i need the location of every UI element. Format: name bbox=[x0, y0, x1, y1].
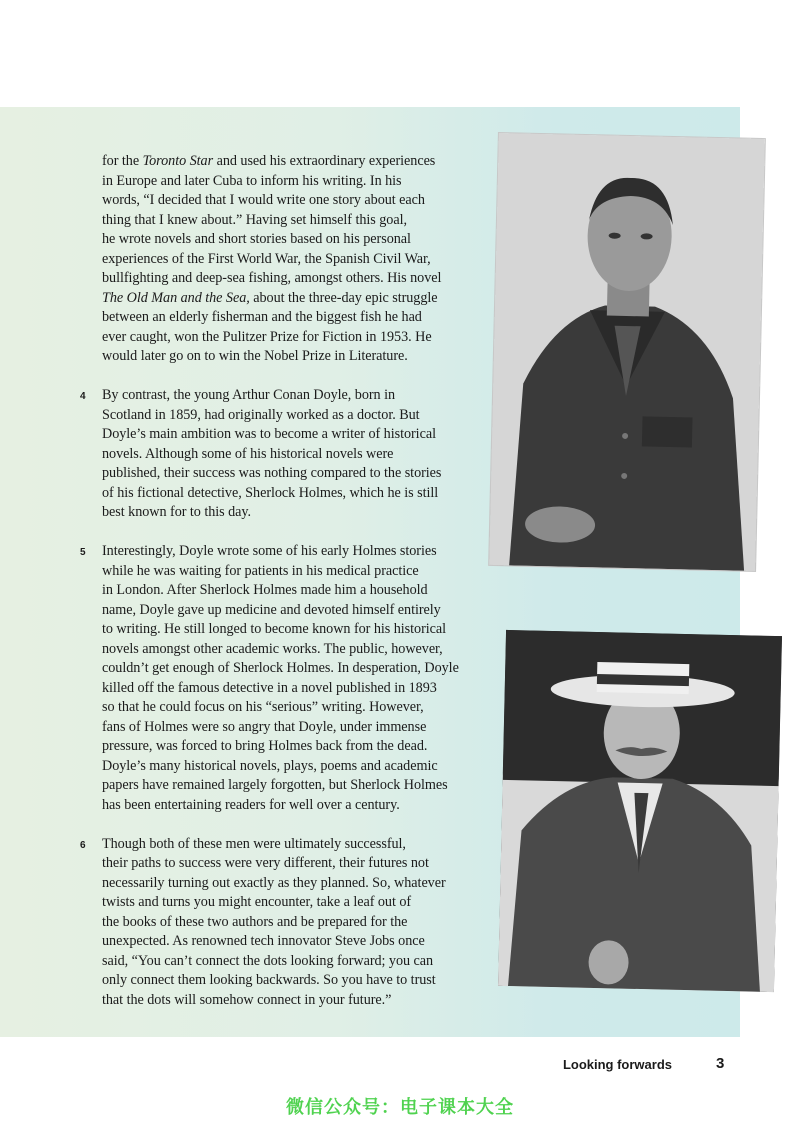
paragraph bbox=[80, 835, 480, 1011]
text-run: killed off the famous detective in a novel published in 1893 bbox=[102, 679, 437, 696]
text-run: only connect them looking backwards. So you have to trust bbox=[102, 972, 436, 988]
text-run: in London. After Sherlock Holmes made him a household bbox=[102, 582, 428, 598]
text-run: couldn’t get enough of Sherlock Holmes. In desperation, Doyle bbox=[102, 660, 459, 676]
paragraph bbox=[80, 386, 480, 523]
text-run: and used his extraordinary experiences bbox=[213, 153, 436, 169]
text-run: By contrast, the young Arthur Conan Doyle, born in bbox=[102, 387, 396, 403]
text-run: would later go on to win the Nobel Prize in Literature. bbox=[102, 348, 408, 364]
paragraph bbox=[80, 542, 480, 815]
text-line bbox=[102, 620, 480, 640]
text-run: papers have remained largely forgotten, but Sherlock Holmes bbox=[102, 777, 448, 793]
text-line bbox=[102, 230, 480, 250]
text-line bbox=[102, 659, 480, 679]
text-line bbox=[102, 952, 480, 972]
italic-title: Toronto Star bbox=[142, 153, 214, 169]
text-run: while he was waiting for patients in his medical practice bbox=[102, 562, 419, 579]
text-run: best known for to this day. bbox=[102, 504, 252, 520]
portrait-photo-soldier bbox=[489, 133, 765, 571]
text-run: experiences of the First World War, the Spanish Civil War, bbox=[102, 250, 431, 267]
text-line bbox=[102, 191, 480, 211]
text-run: ever caught, won the Pulitzer Prize for Fiction in 1953. He bbox=[102, 328, 432, 345]
text-line bbox=[102, 152, 480, 172]
doyle-portrait-image bbox=[498, 630, 782, 992]
text-line bbox=[102, 893, 480, 913]
text-run: their paths to success were very different, their futures not bbox=[102, 855, 429, 871]
text-line bbox=[102, 484, 480, 504]
article-body bbox=[80, 152, 480, 1030]
text-run: to writing. He still longed to become known for his historical bbox=[102, 621, 447, 637]
text-run: published, their success was nothing compared to the stories bbox=[102, 465, 442, 481]
paragraph-number: 6 bbox=[80, 839, 86, 851]
text-run: Doyle’s main ambition was to become a writer of historical bbox=[102, 426, 436, 442]
text-line bbox=[102, 796, 480, 816]
footer-section-title: Looking forwards bbox=[562, 1057, 672, 1072]
text-line bbox=[102, 874, 480, 894]
text-line bbox=[102, 718, 480, 738]
text-line bbox=[102, 503, 480, 523]
watermark-text: 微信公众号：电子课本大全 bbox=[286, 1097, 514, 1118]
text-line bbox=[102, 913, 480, 933]
text-run: novels. Although some of his historical novels were bbox=[102, 445, 394, 462]
text-line bbox=[102, 971, 480, 991]
paragraph-number: 4 bbox=[80, 391, 86, 402]
text-line bbox=[102, 932, 480, 952]
text-line bbox=[102, 172, 480, 192]
text-line bbox=[102, 328, 480, 348]
text-run: about the three-day epic struggle bbox=[249, 289, 438, 306]
text-line bbox=[102, 347, 480, 367]
soldier-portrait-image bbox=[489, 133, 765, 571]
text-line bbox=[102, 679, 480, 699]
text-line bbox=[102, 406, 480, 426]
text-line bbox=[102, 698, 480, 718]
text-run: in Europe and later Cuba to inform his writing. In his bbox=[102, 172, 402, 189]
text-line bbox=[102, 250, 480, 270]
text-run: words, “I decided that I would write one story about each bbox=[102, 192, 425, 208]
text-line bbox=[102, 601, 480, 621]
text-run: unexpected. As renowned tech innovator Steve Jobs once bbox=[102, 933, 425, 949]
text-run: Doyle’s many historical novels, plays, poems and academic bbox=[102, 757, 438, 774]
page-number: 3 bbox=[716, 1055, 725, 1072]
text-line bbox=[102, 757, 480, 777]
text-run: he wrote novels and short stories based on his personal bbox=[102, 231, 411, 247]
text-line bbox=[102, 991, 480, 1011]
text-line bbox=[102, 425, 480, 445]
text-run: name, Doyle gave up medicine and devoted himself entirely bbox=[102, 601, 441, 618]
text-run: novels amongst other academic works. The public, however, bbox=[102, 640, 443, 657]
text-run: Interestingly, Doyle wrote some of his early Holmes stories bbox=[102, 543, 437, 559]
text-run: necessarily turning out exactly as they planned. So, whatever bbox=[102, 874, 446, 891]
text-run: for the bbox=[102, 153, 143, 169]
paragraph-number: 5 bbox=[80, 547, 86, 558]
text-line bbox=[102, 289, 480, 309]
text-line bbox=[102, 464, 480, 484]
text-run: has been entertaining readers for well over a century. bbox=[102, 796, 400, 813]
text-run: said, “You can’t connect the dots looking forward; you can bbox=[102, 952, 434, 969]
text-run: twists and turns you might encounter, take a leaf out of bbox=[102, 894, 412, 910]
text-line bbox=[102, 445, 480, 465]
text-run: the books of these two authors and be prepared for the bbox=[102, 913, 408, 930]
text-run: thing that I knew about.” Having set himself this goal, bbox=[102, 211, 407, 228]
text-line bbox=[102, 562, 480, 582]
portrait-photo-doyle bbox=[498, 630, 782, 992]
text-run: bullfighting and deep-sea fishing, amongst others. His novel bbox=[102, 270, 442, 286]
text-line bbox=[102, 211, 480, 231]
text-line bbox=[102, 835, 480, 855]
text-run: Though both of these men were ultimately successful, bbox=[102, 835, 406, 852]
text-run: between an elderly fisherman and the biggest fish he had bbox=[102, 309, 422, 325]
text-line bbox=[102, 640, 480, 660]
text-line bbox=[102, 386, 480, 406]
text-run: fans of Holmes were so angry that Doyle, under immense bbox=[102, 718, 427, 735]
text-run: that the dots will somehow connect in your future.” bbox=[102, 991, 392, 1008]
text-line bbox=[102, 542, 480, 562]
text-line bbox=[102, 776, 480, 796]
text-run: Scotland in 1859, had originally worked as a doctor. But bbox=[102, 406, 420, 423]
italic-title: The Old Man and the Sea, bbox=[102, 289, 250, 306]
text-run: pressure, was forced to bring Holmes back from the dead. bbox=[102, 738, 428, 754]
paragraph bbox=[102, 152, 480, 367]
text-run: so that he could focus on his “serious” writing. However, bbox=[102, 699, 424, 715]
text-line bbox=[102, 308, 480, 328]
text-line bbox=[102, 269, 480, 289]
text-line bbox=[102, 737, 480, 757]
text-run: of his fictional detective, Sherlock Holmes, which he is still bbox=[102, 484, 439, 501]
text-line bbox=[102, 854, 480, 874]
text-line bbox=[102, 581, 480, 601]
